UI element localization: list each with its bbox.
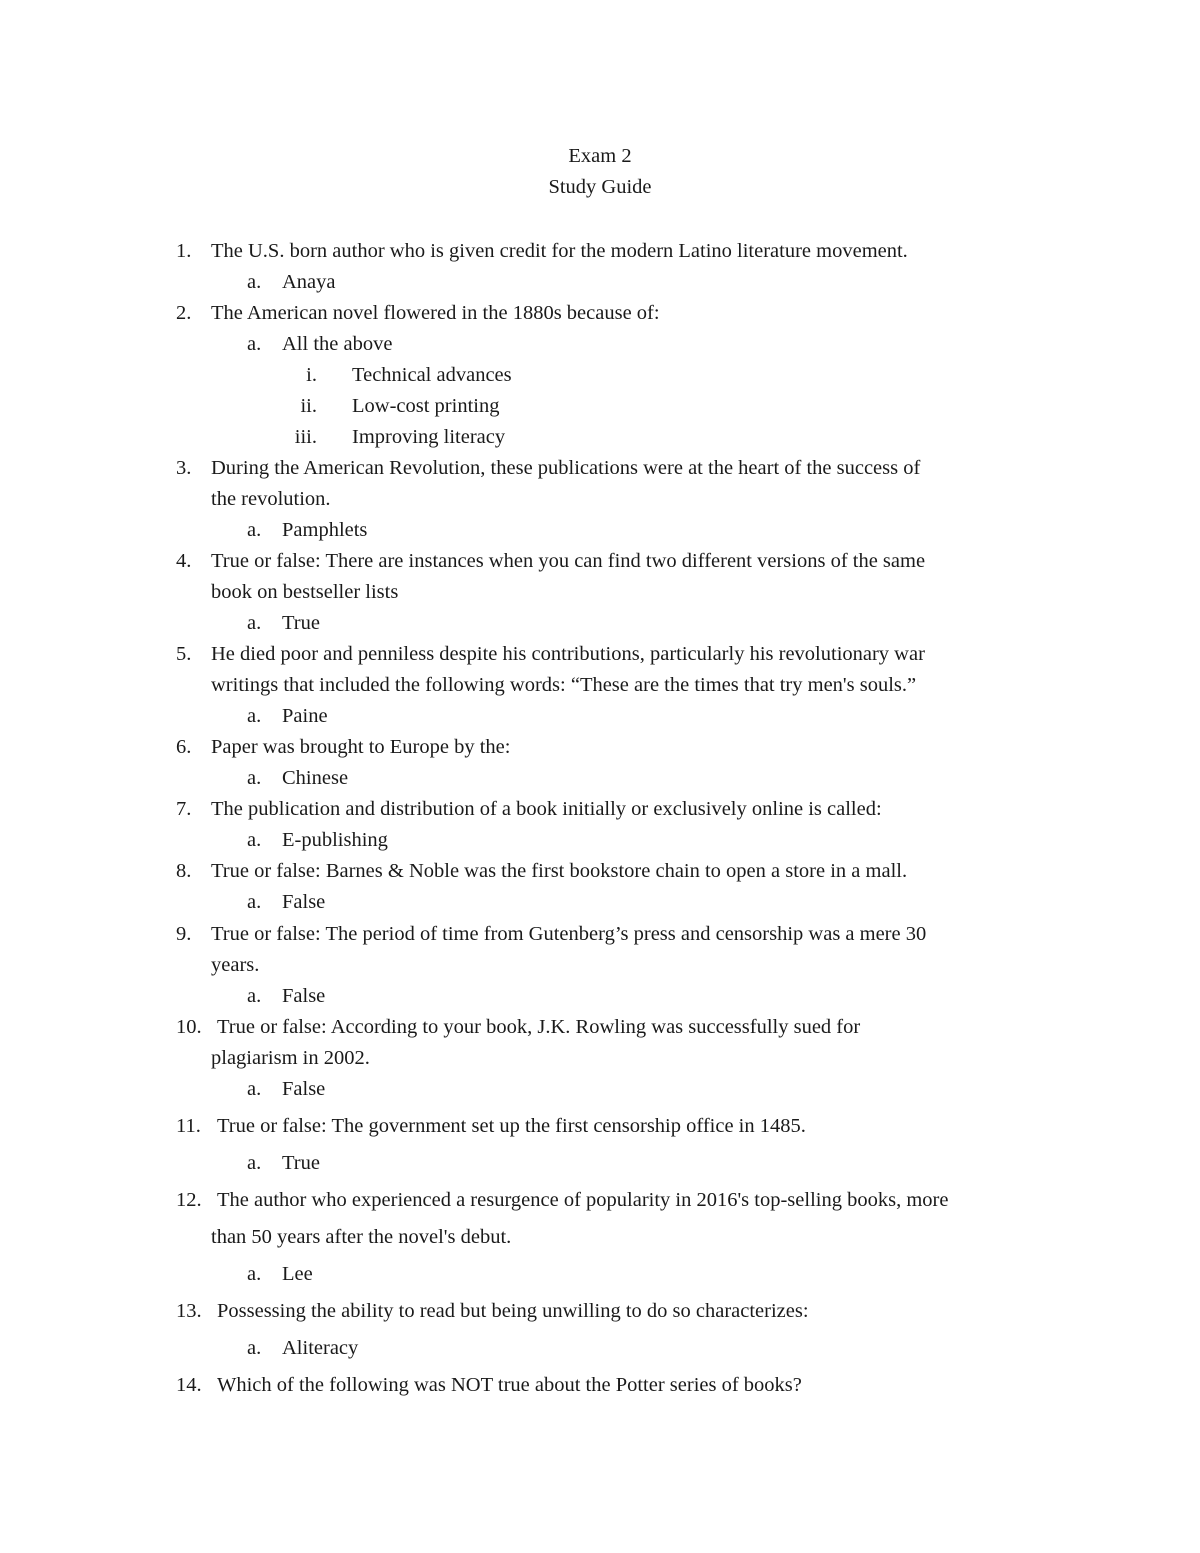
answer-marker: a.	[247, 1152, 262, 1174]
question-number: 4.	[176, 550, 192, 572]
answer-text: All the above	[282, 333, 393, 355]
answer-text: False	[282, 1078, 326, 1100]
subitem-marker: ii.	[300, 395, 317, 417]
answer-text: E-publishing	[282, 829, 388, 851]
question-text: During the American Revolution, these publications were at the heart of the success of	[211, 457, 921, 479]
answer-text: Anaya	[282, 271, 336, 293]
subitem-marker: iii.	[294, 426, 317, 448]
question-number: 7.	[176, 798, 192, 820]
question-text: True or false: Barnes & Noble was the first bookstore chain to open a store in a mall.	[211, 860, 908, 882]
page-title: Exam 2	[568, 145, 632, 167]
question-text: Paper was brought to Europe by the:	[211, 736, 511, 758]
question-number: 9.	[176, 923, 192, 945]
answer-text: True	[282, 1152, 320, 1174]
question-text: True or false: There are instances when you can find two different versions of the same	[211, 550, 926, 572]
question-text: The American novel flowered in the 1880s because of:	[211, 302, 660, 324]
answer-marker: a.	[247, 1337, 262, 1359]
question-text: The U.S. born author who is given credit for the modern Latino literature movement.	[211, 240, 908, 262]
question-text: True or false: The government set up the first censorship office in 1485.	[217, 1115, 806, 1137]
page-subtitle: Study Guide	[548, 176, 652, 198]
answer-marker: a.	[247, 271, 262, 293]
answer-marker: a.	[247, 333, 262, 355]
question-text: He died poor and penniless despite his contributions, particularly his revolutionary war	[211, 643, 925, 665]
answer-marker: a.	[247, 1263, 262, 1285]
answer-marker: a.	[247, 829, 262, 851]
answer-marker: a.	[247, 1078, 262, 1100]
answer-text: Lee	[282, 1263, 313, 1285]
answer-text: Paine	[282, 705, 328, 727]
answer-text: True	[282, 612, 320, 634]
answer-text: False	[282, 891, 326, 913]
answer-marker: a.	[247, 985, 262, 1007]
question-number: 6.	[176, 736, 192, 758]
answer-marker: a.	[247, 767, 262, 789]
question-text: the revolution.	[211, 488, 331, 510]
question-text: The author who experienced a resurgence of popularity in 2016's top-selling books, more	[217, 1189, 949, 1211]
subitem-text: Improving literacy	[352, 426, 506, 448]
question-text: True or false: According to your book, J.K. Rowling was successfully sued for	[217, 1016, 861, 1038]
question-text: years.	[211, 954, 260, 976]
question-text: book on bestseller lists	[211, 581, 399, 603]
subitem-text: Technical advances	[352, 364, 512, 386]
question-text: than 50 years after the novel's debut.	[211, 1226, 512, 1248]
question-text: The publication and distribution of a book initially or exclusively online is called:	[211, 798, 882, 820]
answer-text: False	[282, 985, 326, 1007]
question-text: plagiarism in 2002.	[211, 1047, 370, 1069]
question-number: 12.	[176, 1189, 202, 1211]
question-text: writings that included the following words: “These are the times that try men's souls.”	[211, 674, 917, 696]
question-text: True or false: The period of time from Gutenberg’s press and censorship was a mere 30	[211, 923, 927, 945]
answer-marker: a.	[247, 612, 262, 634]
answer-text: Chinese	[282, 767, 349, 789]
question-number: 2.	[176, 302, 192, 324]
question-number: 14.	[176, 1374, 202, 1396]
answer-marker: a.	[247, 891, 262, 913]
question-number: 10.	[176, 1016, 202, 1038]
question-text: Which of the following was NOT true about the Potter series of books?	[217, 1374, 802, 1396]
answer-marker: a.	[247, 705, 262, 727]
subitem-text: Low-cost printing	[352, 395, 500, 417]
question-number: 3.	[176, 457, 192, 479]
question-number: 5.	[176, 643, 192, 665]
answer-marker: a.	[247, 519, 262, 541]
answer-text: Aliteracy	[282, 1337, 359, 1359]
question-number: 11.	[176, 1115, 201, 1137]
subitem-marker: i.	[306, 364, 317, 386]
answer-text: Pamphlets	[282, 519, 368, 541]
question-text: Possessing the ability to read but being unwilling to do so characterizes:	[217, 1300, 809, 1322]
question-number: 13.	[176, 1300, 202, 1322]
question-number: 1.	[176, 240, 192, 262]
question-number: 8.	[176, 860, 192, 882]
